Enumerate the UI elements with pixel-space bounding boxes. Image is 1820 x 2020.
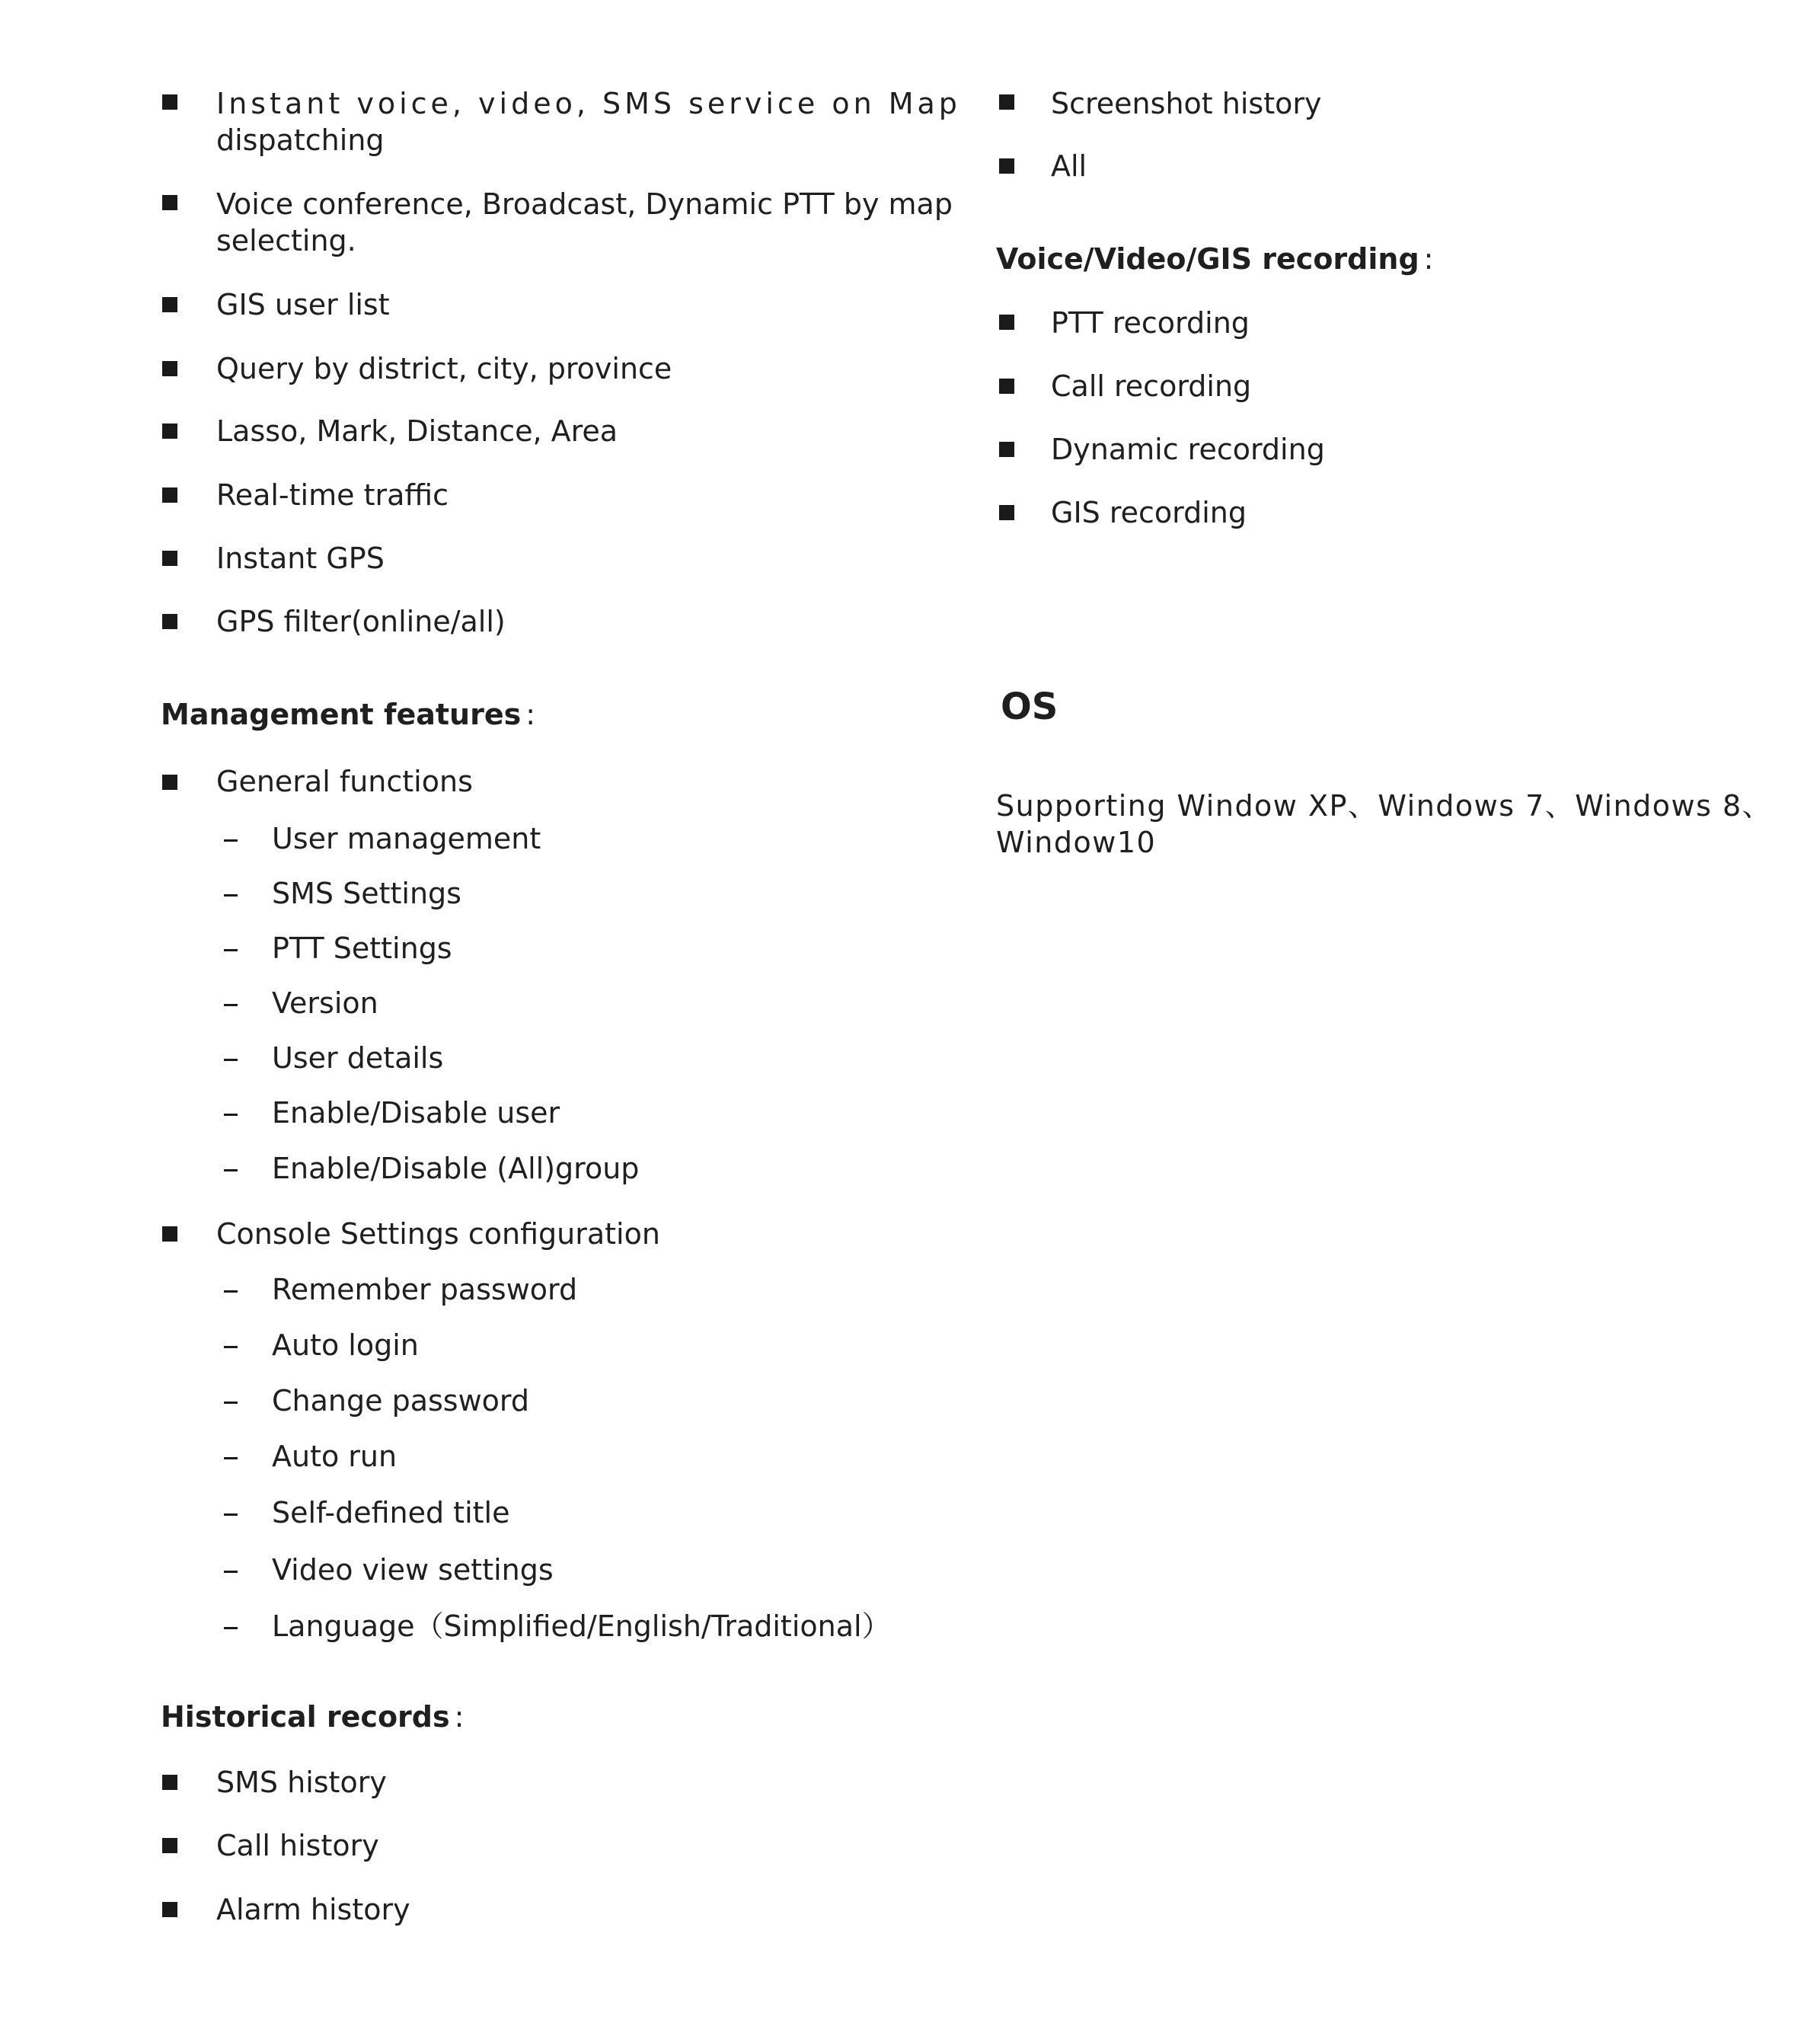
bullet-icon	[162, 1902, 177, 1917]
management-features-heading	[161, 695, 535, 734]
heading-text: Historical records	[161, 1700, 450, 1734]
bullet-icon	[162, 195, 177, 210]
list-item: Voice conference, Broadcast, Dynamic PTT by map	[216, 187, 953, 221]
bullet-icon	[162, 614, 177, 629]
sub-list-item: Video view settings	[272, 1553, 554, 1587]
heading-text: Voice/Video/GIS recording	[996, 242, 1419, 276]
bullet-icon	[999, 94, 1014, 110]
bullet-icon	[162, 94, 177, 110]
sub-list-item: SMS Settings	[272, 877, 461, 910]
sub-list-item: User management	[272, 822, 541, 855]
list-item: Dynamic recording	[1051, 433, 1325, 466]
bullet-icon	[999, 505, 1014, 520]
sub-list-item: Self-defined title	[272, 1496, 510, 1529]
sub-list-item: Version	[272, 986, 378, 1020]
console-settings-label: Console Settings configuration	[216, 1217, 660, 1251]
list-item: Alarm history	[216, 1893, 410, 1926]
right-column	[952, 0, 1820, 2020]
bullet-icon	[162, 1226, 177, 1242]
sub-list-item: Auto login	[272, 1328, 419, 1362]
bullet-icon	[162, 551, 177, 566]
heading-colon: :	[525, 698, 536, 731]
sub-list-item: PTT Settings	[272, 932, 452, 965]
os-support-text: Supporting Window XP、Windows 7、Windows 8、	[996, 789, 1773, 823]
bullet-icon	[162, 775, 177, 790]
list-item: PTT recording	[1051, 306, 1250, 340]
bullet-icon	[162, 487, 177, 503]
list-item: SMS history	[216, 1766, 387, 1799]
dash-icon	[224, 1571, 238, 1573]
dash-icon	[224, 1513, 238, 1516]
sub-list-item: User details	[272, 1041, 444, 1075]
bullet-icon	[162, 297, 177, 312]
dash-icon	[224, 1627, 238, 1629]
sub-list-item: Enable/Disable user	[272, 1096, 560, 1130]
dash-icon	[224, 1457, 238, 1459]
dash-icon	[224, 839, 238, 842]
bullet-icon	[162, 1838, 177, 1853]
historical-records-heading	[161, 1698, 464, 1736]
os-section-title: OS	[1001, 686, 1058, 728]
list-item: Call history	[216, 1829, 379, 1862]
list-item: Instant GPS	[216, 542, 385, 575]
list-item: Call recording	[1051, 369, 1252, 403]
dash-icon	[224, 949, 238, 951]
dash-icon	[224, 1402, 238, 1404]
list-item: Screenshot history	[1051, 87, 1322, 120]
heading-colon: :	[454, 1700, 465, 1734]
sub-list-item: Auto run	[272, 1440, 398, 1473]
general-functions-label: General functions	[216, 765, 473, 798]
bullet-icon	[162, 1775, 177, 1790]
sub-list-item: Enable/Disable (All)group	[272, 1152, 640, 1185]
sub-list-item: Remember password	[272, 1273, 578, 1306]
list-item-continuation: selecting.	[216, 224, 356, 257]
list-item-continuation: dispatching	[216, 123, 385, 157]
list-item: Lasso, Mark, Distance, Area	[216, 414, 618, 448]
list-item: GIS user list	[216, 288, 390, 321]
dash-icon	[224, 1114, 238, 1116]
list-item: Real-time traffic	[216, 478, 449, 512]
dash-icon	[224, 1004, 238, 1006]
heading-colon: :	[1423, 242, 1434, 276]
bullet-icon	[999, 315, 1014, 330]
bullet-icon	[999, 442, 1014, 457]
heading-text: Management features	[161, 698, 522, 731]
list-item: GPS filter(online/all)	[216, 605, 506, 638]
bullet-icon	[162, 361, 177, 376]
dash-icon	[224, 1290, 238, 1293]
dash-icon	[224, 1169, 238, 1171]
sub-list-item: Language（Simplified/English/Traditional）	[272, 1609, 891, 1643]
bullet-icon	[999, 379, 1014, 394]
os-support-text-continuation: Window10	[996, 826, 1157, 859]
bullet-icon	[999, 158, 1014, 174]
bullet-icon	[162, 423, 177, 439]
list-item: GIS recording	[1051, 496, 1247, 529]
sub-list-item: Change password	[272, 1384, 529, 1418]
dash-icon	[224, 1059, 238, 1061]
list-item: All	[1051, 149, 1087, 183]
dash-icon	[224, 1346, 238, 1348]
dash-icon	[224, 894, 238, 897]
recording-heading	[996, 240, 1433, 278]
list-item: Instant voice, video, SMS service on Map	[216, 87, 961, 120]
list-item: Query by district, city, province	[216, 352, 672, 385]
